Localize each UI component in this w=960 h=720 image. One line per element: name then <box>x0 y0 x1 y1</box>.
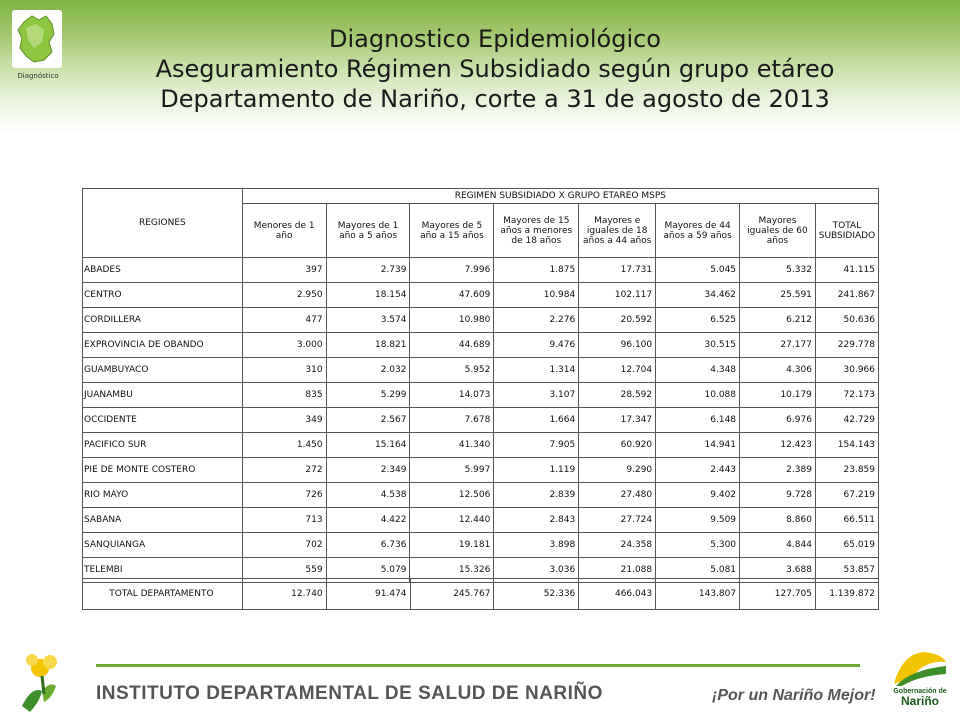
table-cell: 3.574 <box>326 308 410 333</box>
table-cell: 47.609 <box>410 283 494 308</box>
table-cell: 8.860 <box>740 508 816 533</box>
table-cell: 1.314 <box>494 358 579 383</box>
table-row <box>83 308 879 333</box>
table-cell: 42.729 <box>815 408 878 433</box>
title-line-2: Aseguramiento Régimen Subsidiado según grupo etáreo <box>155 55 835 83</box>
table-cell: 4.422 <box>326 508 410 533</box>
table-cell: 713 <box>242 508 326 533</box>
table-cell: 10.179 <box>740 383 816 408</box>
total-cell: 12.740 <box>242 579 326 610</box>
table-row <box>83 508 879 533</box>
gobernacion-small: Gobernación de <box>893 688 947 695</box>
flower-bird-icon <box>12 646 82 716</box>
table-cell: 2.567 <box>326 408 410 433</box>
table-cell: 72.173 <box>815 383 878 408</box>
table-cell: 17.347 <box>579 408 656 433</box>
title-line-1: Diagnostico Epidemiológico <box>328 25 661 53</box>
total-cell: 1.139.872 <box>816 579 879 610</box>
table-cell: 60.920 <box>579 433 656 458</box>
table-cell: 4.348 <box>656 358 740 383</box>
table-row <box>83 433 879 458</box>
table-cell: 5.952 <box>410 358 494 383</box>
table-cell: 154.143 <box>815 433 878 458</box>
region-name: TELEMBI <box>83 558 243 583</box>
regions-header: REGIONES <box>83 189 243 258</box>
table-cell: 23.859 <box>815 458 878 483</box>
table-cell: 726 <box>242 483 326 508</box>
table-cell: 30.966 <box>815 358 878 383</box>
table-cell: 5.997 <box>410 458 494 483</box>
table-cell: 229.778 <box>815 333 878 358</box>
table-cell: 2.032 <box>326 358 410 383</box>
table-cell: 2.276 <box>494 308 579 333</box>
table-cell: 3.688 <box>740 558 816 583</box>
total-table <box>82 578 879 610</box>
institute-logo <box>12 646 82 716</box>
region-name: CENTRO <box>83 283 243 308</box>
table-row <box>83 258 879 283</box>
table-cell: 4.844 <box>740 533 816 558</box>
table-cell: 15.164 <box>326 433 410 458</box>
table-cell: 6.212 <box>740 308 816 333</box>
table-cell: 310 <box>242 358 326 383</box>
table-cell: 67.219 <box>815 483 878 508</box>
table-cell: 53.857 <box>815 558 878 583</box>
column-header: Mayores de 5 año a 15 años <box>410 204 494 258</box>
table-cell: 24.358 <box>579 533 656 558</box>
column-header: Mayores de 44 años a 59 años <box>656 204 740 258</box>
table-cell: 702 <box>242 533 326 558</box>
title-line-3: Departamento de Nariño, corte a 31 de agosto de 2013 <box>160 85 830 113</box>
table-cell: 21.088 <box>579 558 656 583</box>
gobernacion-text <box>888 688 952 707</box>
table-cell: 397 <box>242 258 326 283</box>
table-cell: 5.300 <box>656 533 740 558</box>
table-cell: 559 <box>242 558 326 583</box>
total-label: TOTAL DEPARTAMENTO <box>83 579 243 610</box>
group-header: REGIMEN SUBSIDIADO X GRUPO ETAREO MSPS <box>242 189 878 204</box>
data-table <box>82 188 879 583</box>
table-cell: 2.950 <box>242 283 326 308</box>
table-cell: 12.423 <box>740 433 816 458</box>
total-cell: 466.043 <box>579 579 656 610</box>
table-cell: 9.290 <box>579 458 656 483</box>
flag-icon <box>888 648 952 688</box>
region-name: ABADES <box>83 258 243 283</box>
table-cell: 27.177 <box>740 333 816 358</box>
table-cell: 2.389 <box>740 458 816 483</box>
gobernacion-big: Nariño <box>900 694 939 708</box>
page-title <box>80 24 910 114</box>
table-cell: 12.440 <box>410 508 494 533</box>
table-cell: 835 <box>242 383 326 408</box>
table-cell: 6.525 <box>656 308 740 333</box>
table-row <box>83 383 879 408</box>
table-cell: 20.592 <box>579 308 656 333</box>
region-name: GUAMBUYACO <box>83 358 243 383</box>
table-cell: 5.332 <box>740 258 816 283</box>
column-header: Mayores e iguales de 18 años a 44 años <box>579 204 656 258</box>
table-cell: 9.402 <box>656 483 740 508</box>
table-cell: 7.678 <box>410 408 494 433</box>
table-cell: 14.941 <box>656 433 740 458</box>
institute-name: INSTITUTO DEPARTAMENTAL DE SALUD DE NARIÑO <box>96 683 603 704</box>
table-cell: 5.299 <box>326 383 410 408</box>
table-cell: 19.181 <box>410 533 494 558</box>
total-cell: 127.705 <box>740 579 816 610</box>
table-cell: 2.839 <box>494 483 579 508</box>
region-name: CORDILLERA <box>83 308 243 333</box>
table-cell: 18.821 <box>326 333 410 358</box>
region-name: SANQUIANGA <box>83 533 243 558</box>
table-cell: 17.731 <box>579 258 656 283</box>
total-row <box>83 579 879 610</box>
table-cell: 6.976 <box>740 408 816 433</box>
table-cell: 1.119 <box>494 458 579 483</box>
table-row <box>83 483 879 508</box>
table-cell: 65.019 <box>815 533 878 558</box>
table-cell: 9.509 <box>656 508 740 533</box>
table-cell: 5.081 <box>656 558 740 583</box>
table-cell: 18.154 <box>326 283 410 308</box>
table-cell: 41.340 <box>410 433 494 458</box>
table-cell: 102.117 <box>579 283 656 308</box>
table-cell: 10.980 <box>410 308 494 333</box>
table-cell: 12.506 <box>410 483 494 508</box>
slogan: ¡Por un Nariño Mejor! <box>712 687 876 704</box>
table-cell: 272 <box>242 458 326 483</box>
table-cell: 9.476 <box>494 333 579 358</box>
table-cell: 34.462 <box>656 283 740 308</box>
table-cell: 15.326 <box>410 558 494 583</box>
table-cell: 10.984 <box>494 283 579 308</box>
table-cell: 27.724 <box>579 508 656 533</box>
table-cell: 7.996 <box>410 258 494 283</box>
table-cell: 5.045 <box>656 258 740 283</box>
region-name: JUANAMBU <box>83 383 243 408</box>
table-cell: 10.088 <box>656 383 740 408</box>
total-cell: 143.807 <box>656 579 740 610</box>
table-cell: 3.000 <box>242 333 326 358</box>
table-row <box>83 358 879 383</box>
region-name: EXPROVINCIA DE OBANDO <box>83 333 243 358</box>
table-cell: 6.736 <box>326 533 410 558</box>
table-cell: 5.079 <box>326 558 410 583</box>
table-row <box>83 458 879 483</box>
column-header: Mayores de 1 año a 5 años <box>326 204 410 258</box>
region-name: PACIFICO SUR <box>83 433 243 458</box>
map-icon <box>12 10 62 68</box>
table-cell: 50.636 <box>815 308 878 333</box>
column-header: Menores de 1 año <box>242 204 326 258</box>
table-cell: 2.443 <box>656 458 740 483</box>
region-name: OCCIDENTE <box>83 408 243 433</box>
region-name: SABANA <box>83 508 243 533</box>
total-cell: 91.474 <box>326 579 410 610</box>
region-name: RIO MAYO <box>83 483 243 508</box>
table-cell: 4.538 <box>326 483 410 508</box>
table-cell: 25.591 <box>740 283 816 308</box>
diagnostico-logo <box>12 10 62 68</box>
table-cell: 6.148 <box>656 408 740 433</box>
table-cell: 3.107 <box>494 383 579 408</box>
table-cell: 241.867 <box>815 283 878 308</box>
table-cell: 349 <box>242 408 326 433</box>
table-cell: 27.480 <box>579 483 656 508</box>
table-cell: 477 <box>242 308 326 333</box>
column-header: TOTAL SUBSIDIADO <box>815 204 878 258</box>
table-row <box>83 283 879 308</box>
table-cell: 2.843 <box>494 508 579 533</box>
logo-caption: Diagnóstico <box>17 72 59 80</box>
table-cell: 4.306 <box>740 358 816 383</box>
total-cell: 52.336 <box>494 579 579 610</box>
region-name: PIE DE MONTE COSTERO <box>83 458 243 483</box>
table-cell: 44.689 <box>410 333 494 358</box>
table-cell: 2.739 <box>326 258 410 283</box>
table-row <box>83 533 879 558</box>
table-cell: 41.115 <box>815 258 878 283</box>
table-cell: 28.592 <box>579 383 656 408</box>
table-cell: 30.515 <box>656 333 740 358</box>
table-cell: 66.511 <box>815 508 878 533</box>
table-cell: 12.704 <box>579 358 656 383</box>
table-cell: 9.728 <box>740 483 816 508</box>
table-cell: 3.036 <box>494 558 579 583</box>
table-cell: 96.100 <box>579 333 656 358</box>
total-cell: 245.767 <box>410 579 494 610</box>
table-cell: 14.073 <box>410 383 494 408</box>
table-row <box>83 408 879 433</box>
table-cell: 3.898 <box>494 533 579 558</box>
footer-divider <box>96 664 860 667</box>
table-cell: 7.905 <box>494 433 579 458</box>
table-cell: 1.664 <box>494 408 579 433</box>
column-header: Mayores iguales de 60 años <box>740 204 816 258</box>
table-row <box>83 333 879 358</box>
table-cell: 1.875 <box>494 258 579 283</box>
table-cell: 2.349 <box>326 458 410 483</box>
column-header: Mayores de 15 años a menores de 18 años <box>494 204 579 258</box>
table-cell: 1.450 <box>242 433 326 458</box>
